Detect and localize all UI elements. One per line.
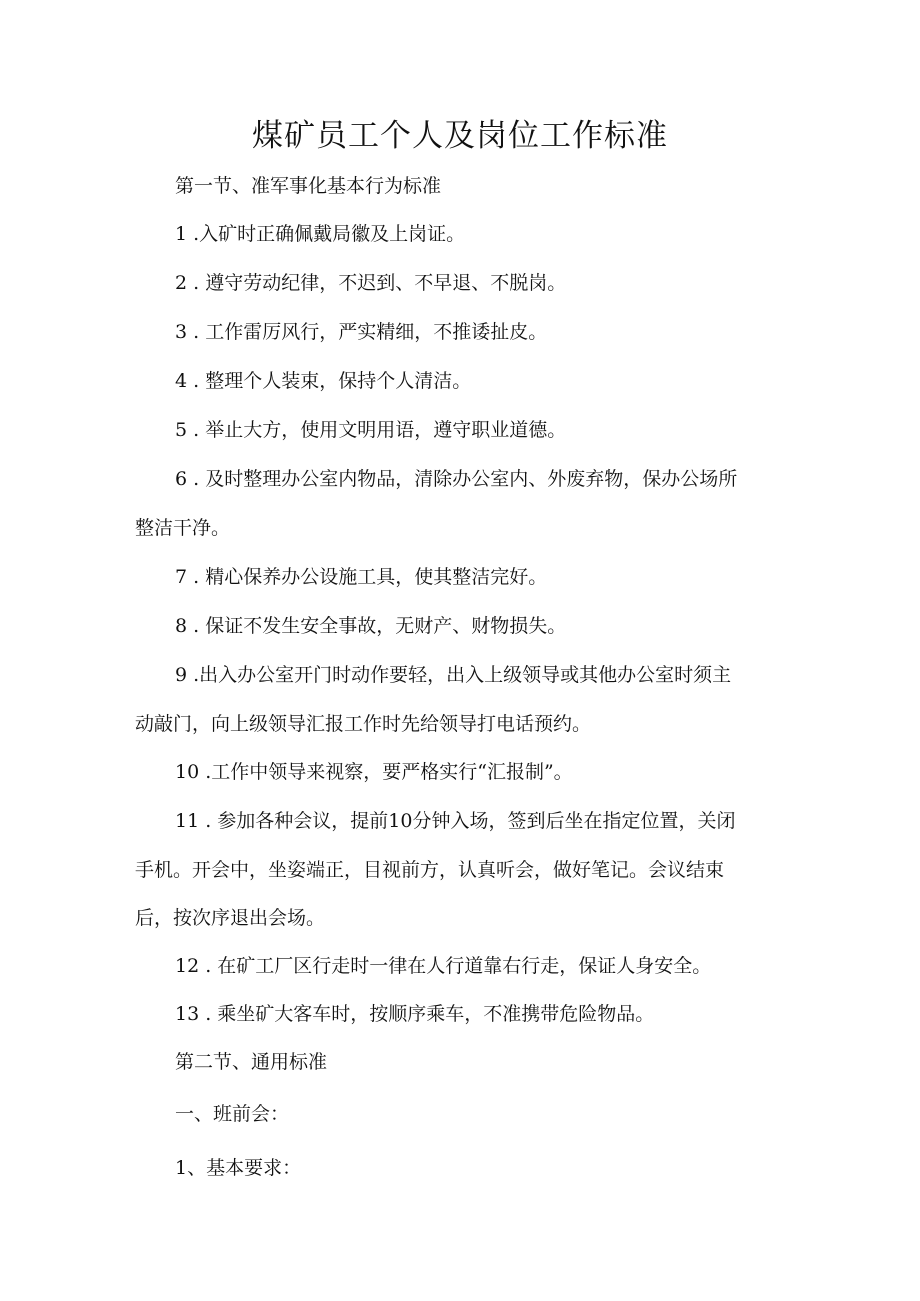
paragraph-line: 10 .工作中领导来视察，要严格实行“汇报制”。	[175, 761, 573, 783]
paragraph-line: 整洁干净。	[135, 517, 231, 539]
section-heading: 第二节、通用标准	[175, 1051, 328, 1073]
paragraph-line: 11 . 参加各种会议，提前10分钟入场，签到后坐在指定位置，关闭	[175, 810, 736, 832]
paragraph-line: 2 . 遵守劳动纪律，不迟到、不早退、不脱岗。	[175, 272, 567, 294]
paragraph-line: 后，按次序退出会场。	[135, 907, 326, 929]
paragraph-line: 6 . 及时整理办公室内物品，清除办公室内、外废弃物，保办公场所	[175, 468, 738, 490]
paragraph-line: 12 . 在矿工厂区行走时一律在人行道靠右行走，保证人身安全。	[175, 955, 712, 977]
paragraph-line: 9 .出入办公室开门时动作要轻，出入上级领导或其他办公室时须主	[175, 664, 732, 686]
paragraph-line: 4 . 整理个人装束，保持个人清洁。	[175, 370, 472, 392]
paragraph-line: 手机。开会中，坐姿端正，目视前方，认真听会，做好笔记。会议结束	[135, 859, 725, 881]
paragraph-line: 7 . 精心保养办公设施工具，使其整洁完好。	[175, 566, 548, 588]
document-title: 煤矿员工个人及岗位工作标准	[252, 118, 668, 154]
paragraph-line: 8 . 保证不发生安全事故，无财产、财物损失。	[175, 615, 567, 637]
subsection-heading: 1、基本要求：	[175, 1157, 302, 1179]
paragraph-line: 3 . 工作雷厉风行，严实精细，不推诿扯皮。	[175, 321, 548, 343]
paragraph-line: 5 . 举止大方，使用文明用语，遵守职业道德。	[175, 419, 567, 441]
paragraph-line: 动敲门，向上级领导汇报工作时先给领导打电话预约。	[135, 713, 592, 735]
paragraph-line: 13 . 乘坐矿大客车时，按顺序乘车，不准携带危险物品。	[175, 1003, 655, 1025]
paragraph-line: 1 .入矿时正确佩戴局徽及上岗证。	[175, 223, 466, 245]
subsection-heading: 一、班前会：	[175, 1103, 290, 1125]
section-heading: 第一节、准军事化基本行为标准	[175, 175, 442, 197]
